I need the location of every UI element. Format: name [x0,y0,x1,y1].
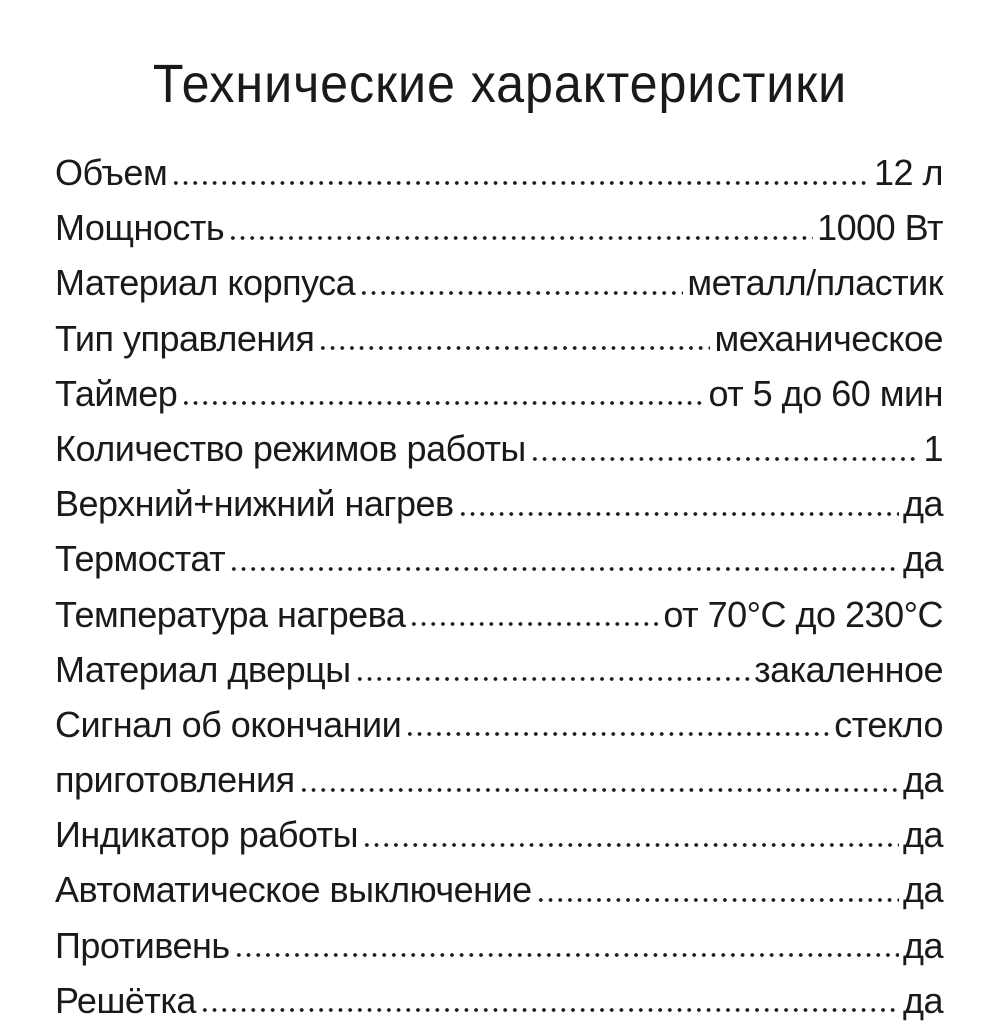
dot-leader [234,927,899,963]
spec-label: Тип управления [55,317,315,359]
spec-value: 1000 Вт [817,207,943,249]
spec-row [55,807,943,862]
dot-leader [171,155,870,191]
spec-value: да [902,814,943,856]
spec-label: Индикатор работы [55,814,359,856]
spec-value: 1 [923,427,943,469]
spec-value: да [902,869,943,911]
spec-row [55,531,943,586]
spec-row [55,697,943,752]
spec-row [55,311,943,366]
spec-row [55,752,943,807]
dot-leader [362,817,899,853]
dot-leader [299,762,899,798]
spec-value: закаленное [754,648,943,690]
spec-row [55,421,943,476]
spec-label: Противень [55,924,230,966]
spec-value: да [902,924,943,966]
spec-value: да [902,759,943,801]
spec-label: Объем [55,152,168,193]
spec-label: Верхний+нижний нагрев [55,483,454,525]
spec-label: Материал дверцы [55,648,351,690]
spec-row [55,200,943,255]
spec-value: от 5 до 60 мин [708,372,943,414]
dot-leader [359,265,683,301]
spec-row [55,255,943,310]
spec-value: да [902,979,943,1021]
spec-row [55,366,943,421]
dot-leader [228,210,813,246]
page-title: Технические характеристики [152,54,848,114]
spec-list [55,145,943,1028]
spec-label: Мощность [55,207,225,249]
spec-row [55,476,943,531]
dot-leader [409,596,659,632]
spec-label: Термостат [55,538,226,580]
spec-label: приготовления [55,759,295,801]
dot-leader [536,872,899,908]
dot-leader [181,375,704,411]
spec-label: Автоматическое выключение [55,869,532,911]
spec-value: механическое [714,317,943,359]
dot-leader [229,541,899,577]
spec-row [55,642,943,697]
dot-leader [405,706,830,742]
spec-label: Температура нагрева [55,593,406,635]
spec-row [55,918,943,973]
dot-leader [200,982,899,1018]
spec-value: от 70°C до 230°C [663,593,943,635]
spec-label: Таймер [55,372,178,414]
dot-leader [355,651,750,687]
spec-row [55,145,943,200]
spec-value: 12 л [873,152,943,193]
spec-row [55,587,943,642]
spec-value: да [902,483,943,525]
spec-row [55,862,943,917]
spec-label: Решётка [55,979,196,1021]
spec-label: Материал корпуса [55,262,356,304]
spec-value: стекло [834,703,943,745]
spec-value: да [902,538,943,580]
dot-leader [318,320,710,356]
dot-leader [458,486,899,522]
spec-label: Количество режимов работы [55,427,526,469]
spec-value: металл/пластик [687,262,943,304]
spec-label: Сигнал об окончании [55,703,402,745]
spec-row [55,973,943,1028]
dot-leader [530,431,920,467]
